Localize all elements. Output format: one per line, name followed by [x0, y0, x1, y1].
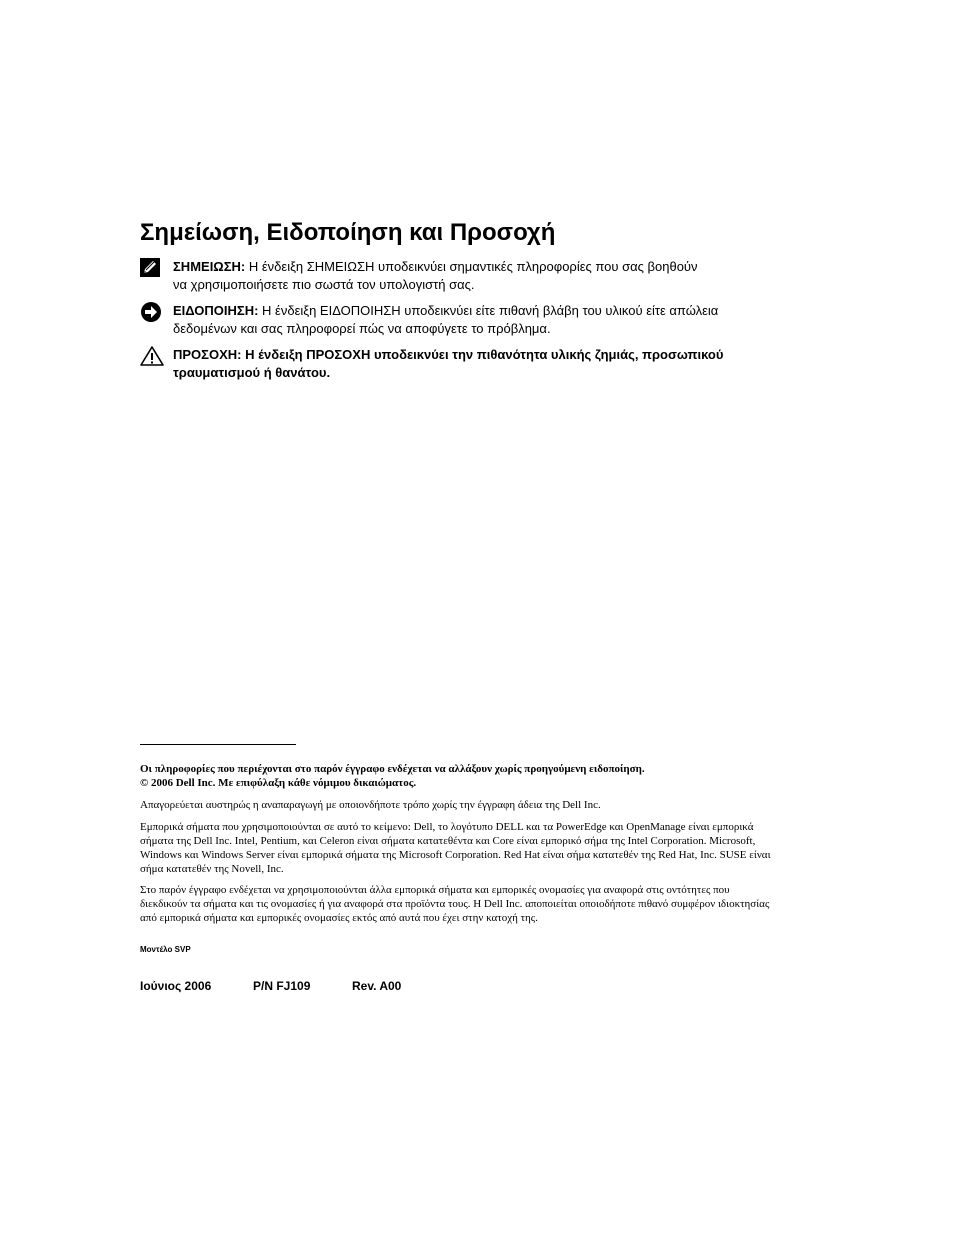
caution-text-line-2: τραυματισμού ή θανάτου.	[173, 365, 331, 380]
warning-triangle-icon	[140, 346, 162, 366]
reproduction-line: Απαγορεύεται αυστηρώς η αναπαραγωγή με οποιονδήποτε τρόπο χωρίς την έγγραφη άδεια της Dell Inc.	[140, 799, 601, 811]
page-title: Σημείωση, Ειδοποίηση και Προσοχή	[140, 219, 556, 246]
trademarks-line-2: σήματα της Dell Inc. Intel, Pentium, και Celeron είναι σήματα κατατεθέντα και Core είναι εμπορικό σήμα της Intel Corporation. Microsoft,	[140, 835, 756, 847]
notice-text-line-2: δεδομένων και σας πληροφορεί πώς να αποφύγετε το πρόβλημα.	[173, 321, 551, 336]
trademarks-line-1: Εμπορικά σήματα που χρησιμοποιούνται σε αυτό το κείμενο: Dell, το λογότυπο DELL και τα PowerEdge και OpenManage είναι εμπορικά	[140, 821, 754, 833]
reproduction-notice	[140, 798, 845, 812]
info-line: Οι πληροφορίες που περιέχονται στο παρόν έγγραφο ενδέχεται να αλλάξουν χωρίς προηγούμενη ειδοποίηση.	[140, 763, 645, 775]
footer-revision: Rev. A00	[352, 979, 402, 993]
footer-date: Ιούνιος 2006	[140, 979, 212, 993]
other-marks-paragraph	[140, 883, 845, 925]
note-text-line-2: να χρησιμοποιήσετε πιο σωστά τον υπολογιστή σας.	[173, 277, 475, 292]
trademarks-line-4: σήμα κατατεθέν της Novell, Inc.	[140, 863, 284, 875]
footnote-divider	[140, 744, 296, 745]
footer-part-number: P/N FJ109	[253, 979, 311, 993]
model-label: Μοντέλο SVP	[140, 945, 191, 954]
note-label: ΣΗΜΕΙΩΣΗ:	[173, 259, 246, 274]
notice-text-line-1: Η ένδειξη ΕΙΔΟΠΟΙΗΣΗ υποδεικνύει είτε πιθανή βλάβη του υλικού είτε απώλεια	[262, 303, 719, 318]
other-marks-line-2: διεκδικούν τα σήματα και τις ονομασίες ή για αναφορά στα προϊόντα τους. Η Dell Inc. αποποιείται οποιοδήποτε πιθανό συμφέρον ιδιοκτησίας	[140, 898, 770, 910]
other-marks-line-3: από εμπορικά σήματα και εμπορικές ονομασίες εκτός από αυτά που έχει στην κατοχή της.	[140, 912, 538, 924]
legal-info	[140, 762, 845, 790]
arrow-circle-icon	[140, 302, 162, 322]
caution-text-line-1: Η ένδειξη ΠΡΟΣΟΧΗ υποδεικνύει την πιθανότητα υλικής ζημιάς, προσωπικού	[245, 347, 724, 362]
other-marks-line-1: Στο παρόν έγγραφο ενδέχεται να χρησιμοποιούνται άλλα εμπορικά σήματα και εμπορικές ονομασίες για αναφορά στις οντότητες που	[140, 884, 730, 896]
notice-label: ΕΙΔΟΠΟΙΗΣΗ:	[173, 303, 259, 318]
trademarks-line-3: Windows και Windows Server είναι εμπορικά σήματα της Microsoft Corporation. Red Hat είναι σήμα κατατεθέν της Red Hat, Inc. SUSE είναι	[140, 849, 771, 861]
copyright-line: © 2006 Dell Inc. Με επιφύλαξη κάθε νόμιμου δικαιώματος.	[140, 777, 417, 789]
note-text-line-1: Η ένδειξη ΣΗΜΕΙΩΣΗ υποδεικνύει σημαντικές πληροφορίες που σας βοηθούν	[248, 259, 698, 274]
caution-label: ΠΡΟΣΟΧΗ:	[173, 347, 242, 362]
trademarks-paragraph	[140, 820, 845, 876]
pencil-note-icon	[140, 258, 162, 278]
